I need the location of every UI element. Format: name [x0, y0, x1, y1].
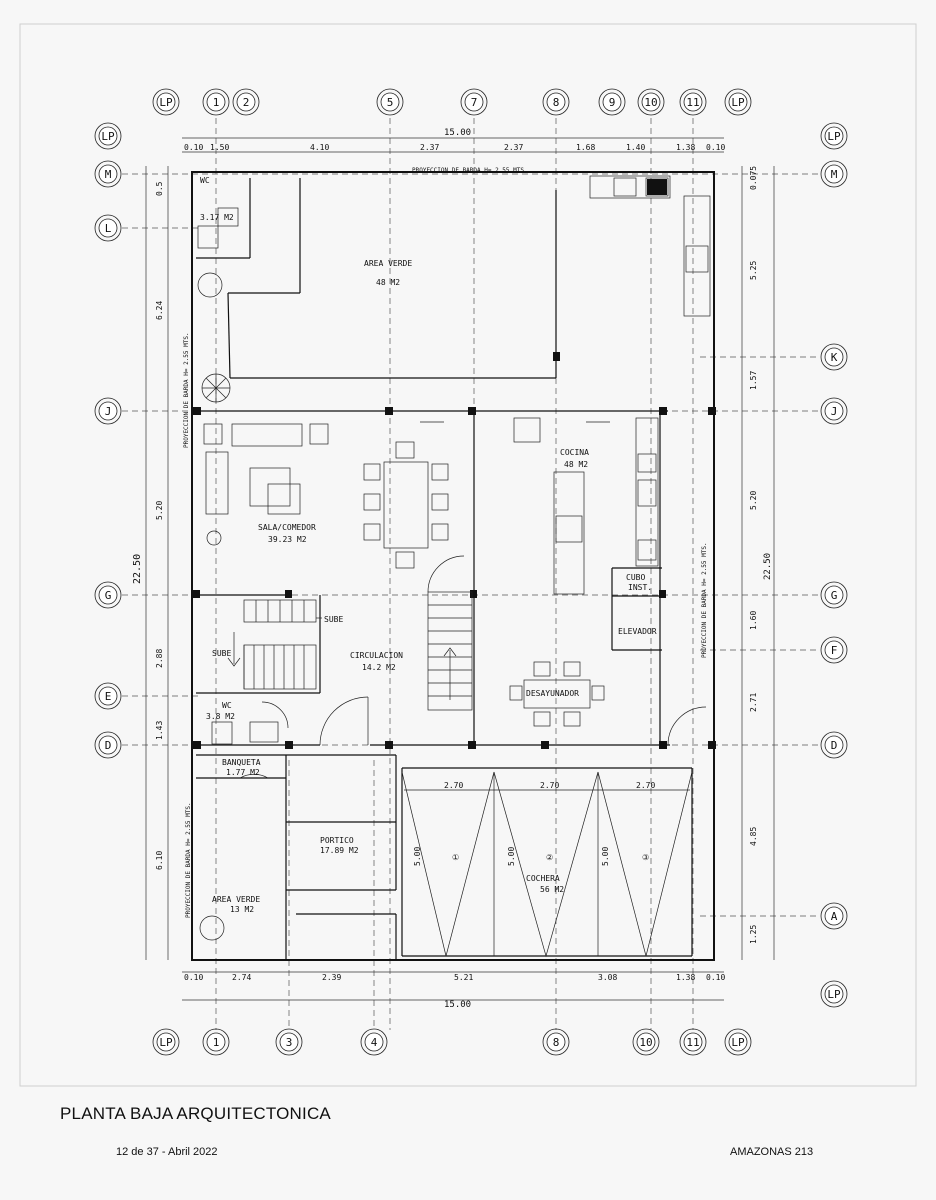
bottom-dim-value: 3.08: [598, 973, 618, 982]
left-grid-bubble: [95, 732, 121, 758]
top-dim-value: 1.50: [210, 143, 230, 152]
garage-space-number: ②: [546, 853, 554, 862]
sube-label-2: SUBE: [212, 649, 232, 658]
elevador-name: ELEVADOR: [618, 627, 657, 636]
right-grid-bubble: [821, 903, 847, 929]
circulacion-name: CIRCULACION: [350, 651, 403, 660]
svg-text:7: 7: [470, 96, 478, 109]
left-dim-value: 6.24: [155, 300, 164, 320]
svg-text:3: 3: [285, 1036, 293, 1049]
bottom-grid-bubble: [361, 1029, 387, 1055]
svg-text:D: D: [830, 739, 838, 752]
right-dim-value: 1.60: [749, 610, 758, 630]
bottom-grid-bubble: [276, 1029, 302, 1055]
cocina-name: COCINA: [560, 448, 589, 457]
dimension-lines: [146, 138, 774, 1000]
sala-name: SALA/COMEDOR: [258, 523, 316, 532]
garage-width-value: 2.70: [444, 781, 464, 790]
svg-text:10: 10: [639, 1036, 653, 1049]
svg-text:1: 1: [212, 96, 220, 109]
right-dim-value: 4.85: [749, 826, 758, 846]
project-name: AMAZONAS 213: [730, 1146, 814, 1158]
svg-text:8: 8: [552, 1036, 560, 1049]
top-dim-value: 1.38: [676, 143, 696, 152]
left-dim-value: 2.88: [155, 648, 164, 668]
svg-text:11: 11: [686, 96, 700, 109]
svg-text:11: 11: [686, 1036, 700, 1049]
bottom-grid-bubble: [633, 1029, 659, 1055]
garage-depth-value: 5.00: [507, 846, 516, 866]
cochera-area: 56 M2: [540, 885, 565, 894]
svg-text:9: 9: [608, 96, 616, 109]
svg-text:10: 10: [644, 96, 658, 109]
staircase: [202, 374, 472, 710]
page-info: 12 de 37 - Abril 2022: [116, 1146, 218, 1158]
top-total-dim: 15.00: [444, 128, 472, 138]
right-grid-bubble: [821, 732, 847, 758]
svg-text:4: 4: [370, 1036, 378, 1049]
right-dim-value: 0.075: [749, 165, 758, 190]
top-grid-bubble: [725, 89, 751, 115]
right-dim-value: 1.25: [749, 924, 758, 944]
left-total-dim: 22.50: [132, 553, 143, 584]
right-grid-bubble: [821, 582, 847, 608]
garage-depth-value: 5.00: [601, 846, 610, 866]
svg-text:G: G: [830, 589, 838, 602]
top-grid-bubble: [203, 89, 229, 115]
bottom-dim-value: 5.21: [454, 973, 474, 982]
left-grid-bubble: [95, 161, 121, 187]
interior-walls: [196, 178, 692, 960]
cocina-area: 48 M2: [564, 460, 589, 469]
right-grid-bubble: [821, 344, 847, 370]
left-dim-value: 1.43: [155, 720, 164, 740]
top-grid-bubble: [233, 89, 259, 115]
left-grid-bubble: [95, 398, 121, 424]
svg-text:L: L: [104, 222, 112, 235]
svg-text:G: G: [104, 589, 112, 602]
top-dim-value: 1.40: [626, 143, 646, 152]
left-grid-bubble: [95, 582, 121, 608]
banqueta-name: BANQUETA: [222, 758, 261, 767]
svg-text:A: A: [830, 910, 838, 923]
bottom-dim-value: 2.74: [232, 973, 252, 982]
svg-text:1: 1: [212, 1036, 220, 1049]
svg-text:LP: LP: [101, 130, 115, 143]
svg-text:LP: LP: [827, 988, 841, 1001]
area-verde-top-area: 48 M2: [376, 278, 401, 287]
svg-text:LP: LP: [731, 96, 745, 109]
top-grid-bubble: [638, 89, 664, 115]
garage-space-number: ③: [642, 853, 650, 862]
svg-text:LP: LP: [827, 130, 841, 143]
right-dim-value: 5.25: [749, 260, 758, 280]
dimension-texts: [155, 143, 758, 982]
barda-left-label: PROYECCION DE BARDA H= 2.55 MTS.: [183, 332, 190, 448]
bottom-grid-bubble: [725, 1029, 751, 1055]
cubo-name: CUBO: [626, 573, 646, 582]
right-dim-value: 2.71: [749, 692, 758, 712]
barda-right-label: PROYECCION DE BARDA H= 2.55 MTS.: [701, 542, 708, 658]
barda-left2-label: PROYECCION DE BARDA H= 2.55 MTS.: [185, 802, 192, 918]
stove-block: [647, 179, 667, 195]
garage-diagonals: [402, 772, 692, 956]
cochera-name: COCHERA: [526, 874, 560, 883]
left-grid-bubble: [95, 683, 121, 709]
right-grid-bubble: [821, 161, 847, 187]
svg-text:D: D: [104, 739, 112, 752]
right-grid-bubble: [821, 637, 847, 663]
top-dim-value: 0.10: [184, 143, 204, 152]
left-grid-bubble: [95, 123, 121, 149]
bottom-total-dim: 15.00: [444, 1000, 472, 1010]
svg-text:J: J: [104, 405, 112, 418]
garage-width-value: 2.70: [636, 781, 656, 790]
top-dim-value: 2.37: [504, 143, 524, 152]
left-dim-value: 0.5: [155, 181, 164, 196]
top-dim-value: 1.68: [576, 143, 596, 152]
area-verde-bottom-area: 13 M2: [230, 905, 255, 914]
svg-text:LP: LP: [159, 1036, 173, 1049]
top-dim-value: 0.10: [706, 143, 726, 152]
area-verde-top-name: AREA VERDE: [364, 259, 413, 268]
portico-area: 17.89 M2: [320, 846, 359, 855]
left-dim-value: 5.20: [155, 500, 164, 520]
svg-text:M: M: [830, 168, 838, 181]
top-grid-bubble: [461, 89, 487, 115]
left-grid-bubble: [95, 215, 121, 241]
plan-texts: [132, 128, 773, 1010]
grid-bubbles: [95, 89, 847, 1055]
garage-width-value: 2.70: [540, 781, 560, 790]
right-dim-value: 5.20: [749, 490, 758, 510]
svg-text:5: 5: [386, 96, 394, 109]
top-dim-value: 2.37: [420, 143, 440, 152]
svg-text:8: 8: [552, 96, 560, 109]
top-grid-bubble: [680, 89, 706, 115]
sube-label-1: SUBE: [324, 615, 344, 624]
bottom-dim-value: 0.10: [184, 973, 204, 982]
wc-bottom-area: 3.8 M2: [206, 712, 235, 721]
bottom-dim-value: 0.10: [706, 973, 726, 982]
cubo-name2: INST.: [628, 583, 653, 592]
portico-name: PORTICO: [320, 836, 354, 845]
garage-space-number: ①: [452, 853, 460, 862]
left-dim-value: 6.10: [155, 850, 164, 870]
svg-text:2: 2: [242, 96, 250, 109]
svg-text:M: M: [104, 168, 112, 181]
right-grid-bubble: [821, 123, 847, 149]
svg-text:LP: LP: [731, 1036, 745, 1049]
svg-text:E: E: [104, 690, 112, 703]
right-grid-bubble: [821, 981, 847, 1007]
top-grid-bubble: [153, 89, 179, 115]
right-dim-value: 1.57: [749, 370, 758, 390]
desayunador-name: DESAYUNADOR: [526, 689, 579, 698]
sala-area: 39.23 M2: [268, 535, 307, 544]
banqueta-area: 1.77 M2: [226, 768, 260, 777]
bottom-grid-bubble: [203, 1029, 229, 1055]
area-verde-bottom-name: AREA VERDE: [212, 895, 261, 904]
right-total-dim: 22.50: [763, 552, 773, 580]
bottom-dim-value: 1.38: [676, 973, 696, 982]
svg-text:J: J: [830, 405, 838, 418]
furniture: [198, 176, 710, 940]
bottom-grid-bubble: [153, 1029, 179, 1055]
wc-top-name: WC: [200, 176, 210, 185]
circulacion-area: 14.2 M2: [362, 663, 396, 672]
svg-text:K: K: [830, 351, 838, 364]
garage-depth-value: 5.00: [413, 846, 422, 866]
bottom-dim-value: 2.39: [322, 973, 342, 982]
right-grid-bubble: [821, 398, 847, 424]
top-grid-bubble: [377, 89, 403, 115]
svg-text:LP: LP: [159, 96, 173, 109]
bottom-grid-bubble: [680, 1029, 706, 1055]
axis-lines: [122, 118, 820, 1030]
svg-text:F: F: [830, 644, 838, 657]
top-dim-value: 4.10: [310, 143, 330, 152]
top-grid-bubble: [599, 89, 625, 115]
top-grid-bubble: [543, 89, 569, 115]
wc-bottom-name: WC: [222, 701, 232, 710]
barda-top-label: PROYECCION DE BARDA H= 2.55 MTS.: [412, 167, 528, 174]
wc-top-area: 3.17 M2: [200, 213, 234, 222]
bottom-grid-bubble: [543, 1029, 569, 1055]
drawing-title: PLANTA BAJA ARQUITECTONICA: [60, 1104, 331, 1123]
